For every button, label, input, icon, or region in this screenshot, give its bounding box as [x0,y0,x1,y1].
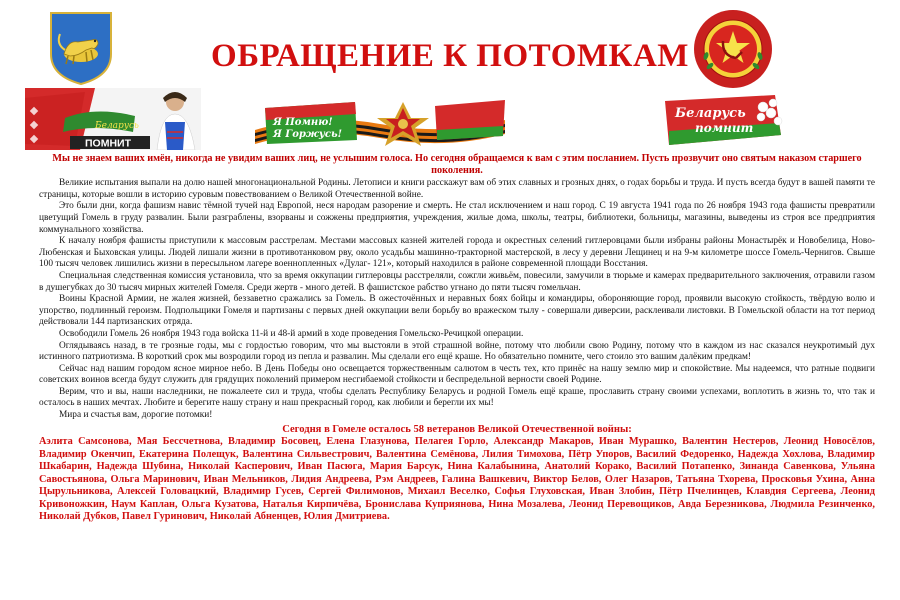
paragraph: Это были дни, когда фашизм навис тёмной тучей над Европой, неся народам разорение и смерть. Не стал исключением и наш город. С 19 августа 1941 года по 26 ноября 1943 года фашисты превратили цветущий Гомель в груду развалин. Были разграблены, взорваны и сожжены предприятия, учреждения, жилые дома, школы, театры, библиотеки, больницы, магазины, выведены из строя все предприятия коммунального хозяйства. [39,201,875,235]
appeal-text [39,153,875,524]
veterans-title: Сегодня в Гомеле осталось 58 ветеранов Великой Отечественной войны: [282,423,632,435]
svg-text:Беларусь: Беларусь [95,121,139,131]
banner-mid-label-2: Я Горжусь! [273,129,342,140]
belarus-remembers-banner-left [25,88,201,150]
paragraph: Верим, что и вы, наши наследники, не пожалеете сил и труда, чтобы сделать Республику Беларусь и родной Гомель ещё краше, прославить страну своими успехами, воплотить в жизнь то, что так и осталось в наших мечтах. Любите и берегите нашу страну и наш прекрасный город, как любили и берегли их мы! [39,386,875,409]
banner-mid-label-1: Я Помню! [273,117,333,128]
banner-left-label: ПОМНИТ [85,137,132,150]
belarus-remembers-banner-right [665,95,785,147]
paragraph: К началу ноября фашисты приступили к массовым расстрелам. Местами массовых казней жителей города и окрестных селений гитлеровцами были избраны районы Монастырёк и Новобелица, Ново-Любенская и Быховская улицы. Людей лишали жизни в противотанковом рву, около усадьбы машинно-тракторной мастерской, в лесу у деревни Лещинец и на 9-м километре шоссе Гомель-Чернигов. Свыше 100 тысяч человек лишились жизни в пересыльном лагере военнопленных «Дулаг- 121», который находился в районе современной площади Восстания. [39,236,875,270]
banner-right-label-2: помнит [695,121,754,135]
lead-paragraph: Мы не знаем ваших имён, никогда не увидим ваших лиц, не услышим голоса. Но сегодня обращаемся к вам с этим посланием. Пусть прозвучит оно святым наказом старшего поколения. [52,153,862,177]
paragraph: Мира и счастья вам, дорогие потомки! [59,410,213,421]
paragraph: Великие испытания выпали на долю нашей многонациональной Родины. Летописи и книги расскажут вам об этих славных и грозных днях, о годах борьбы и труда. И пусть всегда будут в вашей памяти те страницы, которые вошли в историю суровым повествованием о Великой Отечественной войне. [39,178,875,200]
paragraph: Сейчас над нашим городом ясное мирное небо. В День Победы оно освещается торжественным салютом в честь тех, кто принёс на нашу землю мир и спокойствие. Мы надеемся, что ратные подвиги советских воинов всегда будут служить для грядущих поколений примером несгибаемой стойкости и беспредельной верности своей Родине. [39,363,875,386]
veterans-emblem-icon [692,8,774,90]
page-title: ОБРАЩЕНИЕ К ПОТОМКАМ [211,38,689,74]
banner-right-label-1: Беларусь [675,106,746,121]
paragraph: Воины Красной Армии, не жалея жизней, беззаветно сражались за Гомель. В ожесточённых и неравных боях бойцы и командиры, обороняющие город, проявили высокую стойкость, твёрдую волю и упорство, подлинный героизм. Подпольщики Гомеля и партизаны с первых дней оккупации вели борьбу во вражеском тылу - совершали диверсии, расклеивали листовки. В Гомельской области на тот период действовали 144 партизанских отряда. [39,294,875,328]
paragraph: Освободили Гомель 26 ноября 1943 года войска 11-й и 48-й армий в ходе проведения Гомельско-Речицкой операции. [59,328,524,339]
i-remember-banner [255,100,505,152]
header [0,0,900,150]
paragraph: Оглядываясь назад, в те грозные годы, мы с гордостью говорим, что мы выстояли в этой страшной войне, потому что любили свою Родину, потому что в каждом из нас сказался неукротимый дух истинного патриотизма. В короткий срок мы возродили город из пепла и развалин. Мы сделали его ещё краше. Но обязательно помните, чего стоило это вашим далёким предкам! [39,340,875,363]
paragraph: Специальная следственная комиссия установила, что за время оккупации гитлеровцы расстреляли, сожгли живьём, повесили, замучили в тюрьме и камерах предварительного заключения, отравили газом в душегубках до 30 тысяч мирных жителей Гомеля. Среди жертв - много детей. В фашистское рабство угнано до пяти тысяч гомельчан. [39,270,875,293]
veterans-list: Аэлита Самсонова, Мая Бессчетнова, Владимир Босовец, Елена Глазунова, Пелагея Горло, Александр Макаров, Иван Мурашко, Валентин Нестеров, Леонид Новосёлов, Владимир Окенчип, Екатерина Полещук, Валентина Сильвестрович, Валентина Семёнова, Лилия Тимохова, Пётр Упоров, Василий Федоренко, Надежда Хохлова, Владимир Шкабарин, Надежда Шубина, Николай Касперович, Иван Пасюга, Мария Барсук, Нина Калабынина, Анатолий Корако, Василий Потапенко, Зинанда Савенкова, Ульяна Савостьянова, Ольга Маринович, Иван Мельников, Лидия Андреева, Рэм Андреев, Галина Вашкевич, Виктор Белов, Олег Назаров, Татьяна Тхорева, Просковья Ухина, Анна Цырульникова, Алексей Головацкий, Владимир Гусев, Сергей Филимонов, Михаил Веселко, Софья Глуховская, Иван Злобин, Пётр Пчелинцев, Клавдия Сергеева, Леонид Кривоножкин, Наум Каплан, Ольга Кузатова, Наталья Кирпичёва, Бронислава Куприянова, Нина Мозалева, Леонид Перевощиков, Авда Березникова, Людмила Резинченко, Николай Дубков, Павел Гуринович, Николай Абненцев, Юлия Дмитриева. [39,436,875,523]
coat-of-arms-icon [48,10,114,86]
